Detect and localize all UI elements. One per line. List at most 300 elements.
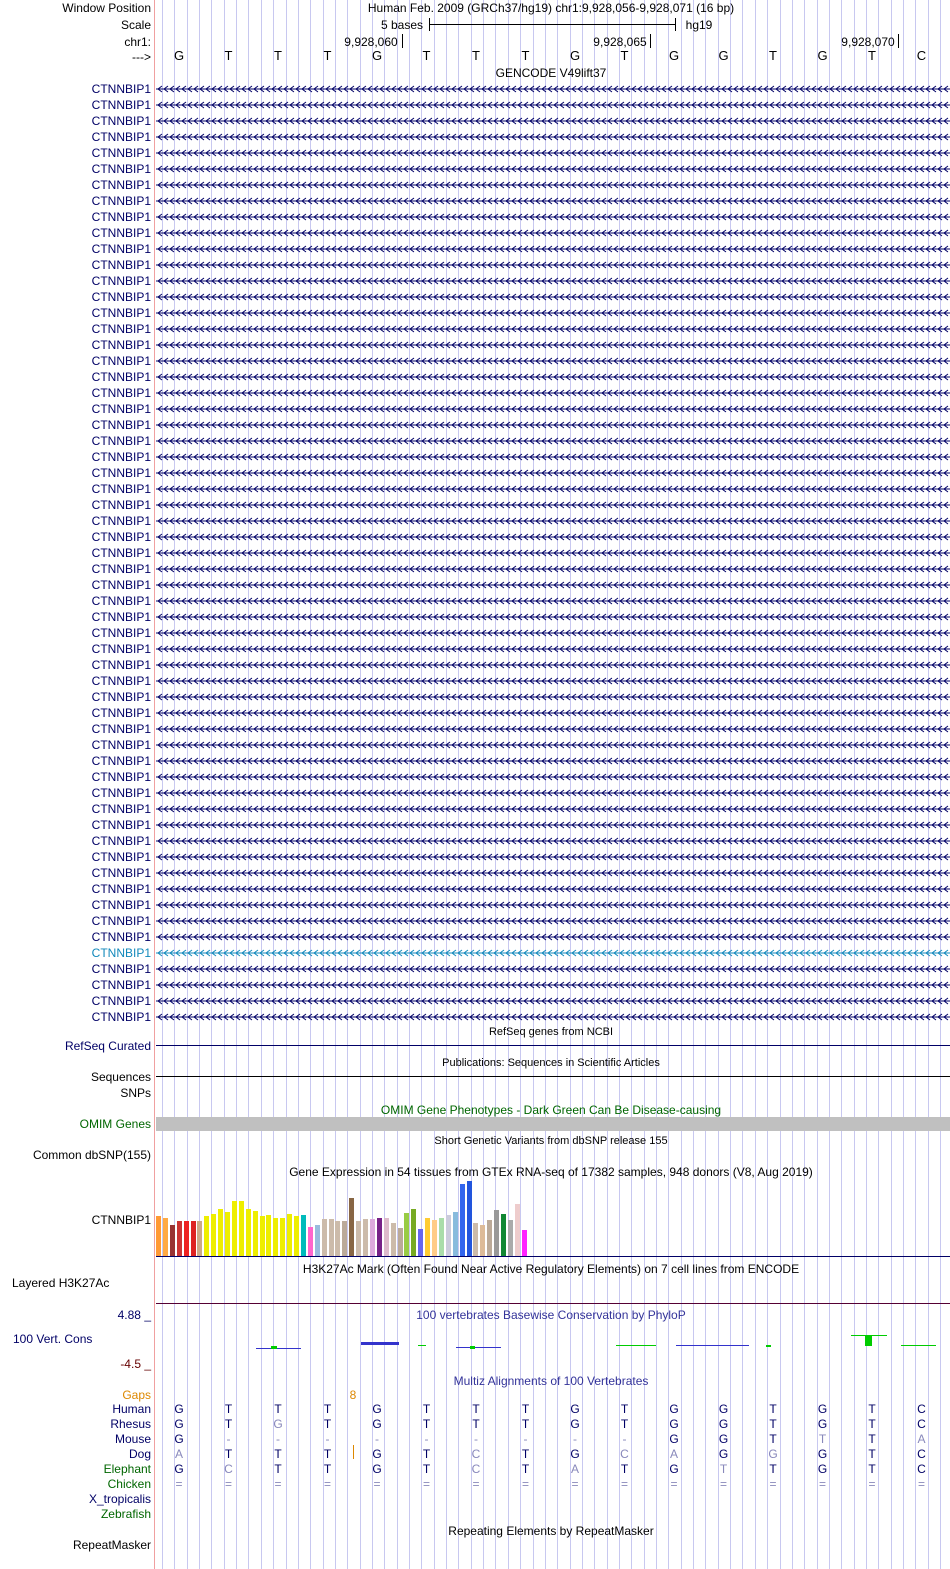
gtex-tissue-bar[interactable] — [218, 1209, 223, 1256]
publications-line[interactable] — [156, 1076, 950, 1077]
gencode-transcript-label[interactable]: CTNNBIP1 — [91, 338, 151, 352]
gtex-tissue-bar[interactable] — [460, 1184, 465, 1256]
alignment-base: G — [570, 1417, 580, 1431]
gtex-bar-chart[interactable] — [156, 1181, 950, 1256]
gencode-transcript-label[interactable]: CTNNBIP1 — [91, 594, 151, 608]
alignment-base: G — [570, 1447, 580, 1461]
sequence-base: T — [472, 48, 480, 63]
gtex-tissue-bar[interactable] — [398, 1228, 403, 1256]
gencode-transcript-intron[interactable] — [156, 213, 950, 221]
gencode-title: GENCODE V49lift37 — [495, 66, 607, 80]
alignment-base: A — [669, 1447, 679, 1461]
gencode-transcript-intron[interactable] — [156, 405, 950, 413]
gencode-transcript-label[interactable]: CTNNBIP1 — [91, 466, 151, 480]
gtex-tissue-bar[interactable] — [404, 1213, 409, 1256]
publications-title: Publications: Sequences in Scientific Articles — [442, 1057, 660, 1069]
gencode-transcript-intron[interactable] — [156, 645, 950, 653]
gencode-transcript-label[interactable]: CTNNBIP1 — [91, 450, 151, 464]
gtex-tissue-bar[interactable] — [391, 1223, 396, 1256]
phylop-min-label: -4.5 _ — [120, 1357, 151, 1371]
gencode-transcript-intron[interactable] — [156, 629, 950, 637]
sequence-base: T — [274, 48, 282, 63]
gtex-tissue-bar[interactable] — [370, 1219, 375, 1256]
gtex-tissue-bar[interactable] — [266, 1215, 271, 1256]
gtex-tissue-bar[interactable] — [280, 1218, 285, 1256]
gencode-transcript-intron[interactable] — [156, 549, 950, 557]
gencode-transcript-label[interactable]: CTNNBIP1 — [91, 482, 151, 496]
alignment-base: = — [323, 1477, 332, 1491]
alignment-base: T — [620, 1402, 629, 1416]
gencode-transcript-intron[interactable] — [156, 229, 950, 237]
sequence-base: T — [224, 48, 233, 63]
gtex-tissue-bar[interactable] — [301, 1215, 306, 1256]
gencode-transcript-label[interactable]: CTNNBIP1 — [91, 178, 151, 192]
gtex-tissue-bar[interactable] — [432, 1220, 437, 1256]
gencode-transcript-intron[interactable] — [156, 149, 950, 157]
alignment-base: - — [375, 1432, 379, 1446]
track-labels-column — [0, 0, 155, 1569]
gencode-transcript-label[interactable]: CTNNBIP1 — [91, 146, 151, 160]
alignment-base: = — [818, 1477, 827, 1491]
gencode-transcript-label[interactable]: CTNNBIP1 — [91, 226, 151, 240]
dbsnp-label[interactable]: Common dbSNP(155) — [32, 1148, 151, 1162]
gencode-transcript-intron[interactable] — [156, 341, 950, 349]
gtex-gene-label[interactable]: CTNNBIP1 — [91, 1213, 151, 1227]
phylop-max-label: 4.88 _ — [117, 1308, 151, 1322]
gencode-transcript-intron[interactable] — [156, 805, 950, 813]
gencode-transcript-label[interactable]: CTNNBIP1 — [91, 194, 151, 208]
gencode-transcript-label[interactable]: CTNNBIP1 — [91, 626, 151, 640]
gtex-tissue-bar[interactable] — [273, 1218, 278, 1256]
alignment-base: T — [620, 1462, 629, 1476]
gencode-transcript-label[interactable]: CTNNBIP1 — [91, 802, 151, 816]
gencode-transcript-label[interactable]: CTNNBIP1 — [91, 242, 151, 256]
gtex-tissue-bar[interactable] — [349, 1198, 354, 1256]
gencode-transcript-label[interactable]: CTNNBIP1 — [91, 546, 151, 560]
gencode-transcript-label[interactable]: CTNNBIP1 — [91, 786, 151, 800]
gencode-transcript-label[interactable]: CTNNBIP1 — [91, 882, 151, 896]
gencode-transcript-label[interactable]: CTNNBIP1 — [91, 434, 151, 448]
gencode-transcript-label[interactable]: CTNNBIP1 — [91, 642, 151, 656]
alignment-base: T — [422, 1417, 431, 1431]
gencode-transcript-label[interactable]: CTNNBIP1 — [91, 610, 151, 624]
gencode-transcript-label[interactable]: CTNNBIP1 — [91, 386, 151, 400]
gencode-transcript-intron[interactable] — [156, 165, 950, 173]
alignment-base: G — [570, 1402, 580, 1416]
species-label: Human — [112, 1402, 151, 1416]
gtex-tissue-bar[interactable] — [177, 1221, 182, 1256]
gtex-tissue-bar[interactable] — [522, 1230, 527, 1256]
alignment-base: = — [670, 1477, 678, 1491]
gencode-transcript-intron[interactable] — [156, 773, 950, 781]
gencode-transcript-intron[interactable] — [156, 693, 950, 701]
gencode-transcript-label[interactable]: CTNNBIP1 — [91, 962, 151, 976]
gtex-tissue-bar[interactable] — [308, 1227, 313, 1256]
gencode-transcript-label[interactable]: CTNNBIP1 — [91, 418, 151, 432]
alignment-base: T — [868, 1447, 876, 1461]
scale-label: Scale — [120, 18, 151, 32]
gencode-transcript-intron[interactable] — [156, 981, 950, 989]
gtex-tissue-bar[interactable] — [508, 1220, 513, 1256]
gtex-tissue-bar[interactable] — [501, 1214, 506, 1256]
gtex-tissue-bar[interactable] — [335, 1221, 340, 1256]
alignment-base: = — [175, 1477, 183, 1491]
gencode-transcript-label[interactable]: CTNNBIP1 — [91, 978, 151, 992]
gtex-tissue-bar[interactable] — [329, 1219, 334, 1256]
gtex-tissue-bar[interactable] — [363, 1219, 368, 1256]
species-label: X_tropicalis — [88, 1492, 151, 1506]
alignment-base: T — [521, 1402, 530, 1416]
gencode-transcript-intron[interactable] — [156, 469, 950, 477]
tick-label-1: 9,928,060 — [344, 35, 398, 49]
gtex-tissue-bar[interactable] — [315, 1225, 320, 1256]
gencode-transcript-intron[interactable] — [156, 133, 950, 141]
alignment-base: T — [521, 1447, 530, 1461]
gencode-transcript-intron[interactable] — [156, 581, 950, 589]
alignment-base: T — [323, 1402, 332, 1416]
alignment-base: C — [224, 1462, 233, 1476]
alignment-base: - — [325, 1432, 330, 1446]
gencode-transcript-label[interactable]: CTNNBIP1 — [91, 722, 151, 736]
alignment-base: - — [474, 1432, 478, 1446]
gencode-transcript-label[interactable]: CTNNBIP1 — [91, 898, 151, 912]
gtex-tissue-bar[interactable] — [239, 1201, 244, 1256]
alignment-base: G — [372, 1417, 382, 1431]
gtex-tissue-bar[interactable] — [439, 1218, 444, 1256]
sequence-base: T — [422, 48, 431, 63]
alignment-base: C — [471, 1447, 481, 1461]
gencode-transcript-intron[interactable] — [156, 101, 950, 109]
strand-label: ---> — [132, 50, 151, 64]
gtex-tissue-bar[interactable] — [467, 1181, 472, 1256]
alignment-base: G — [174, 1417, 184, 1431]
gtex-tissue-bar[interactable] — [197, 1221, 202, 1256]
gencode-transcript-intron[interactable] — [156, 485, 950, 493]
gtex-tissue-bar[interactable] — [287, 1214, 292, 1256]
gtex-tissue-bar[interactable] — [232, 1201, 237, 1256]
gencode-transcript-intron[interactable] — [156, 901, 950, 909]
gencode-transcript-intron[interactable] — [156, 245, 950, 253]
phylop-title: 100 vertebrates Basewise Conservation by PhyloP — [416, 1308, 686, 1322]
alignment-base: T — [224, 1447, 233, 1461]
sequence-base: T — [521, 48, 530, 63]
alignment-base: T — [868, 1402, 876, 1416]
gencode-transcript-intron[interactable] — [156, 661, 950, 669]
gencode-transcript-label[interactable]: CTNNBIP1 — [91, 370, 151, 384]
gencode-transcript-label[interactable]: CTNNBIP1 — [91, 274, 151, 288]
refseq-gene-line[interactable] — [156, 1045, 950, 1046]
alignment-base: = — [620, 1477, 629, 1491]
gtex-tissue-bar[interactable] — [204, 1216, 209, 1256]
gencode-transcript-intron[interactable] — [156, 853, 950, 861]
alignment-base: G — [669, 1402, 679, 1416]
alignment-base: - — [622, 1432, 627, 1446]
gencode-transcript-intron[interactable] — [156, 869, 950, 877]
gencode-transcript-label[interactable]: CTNNBIP1 — [91, 914, 151, 928]
alignment-base: C — [471, 1462, 481, 1476]
gencode-transcript-intron[interactable] — [156, 277, 950, 285]
alignment-base: G — [174, 1432, 184, 1446]
repeatmasker-label[interactable]: RepeatMasker — [72, 1538, 151, 1552]
species-label: Rhesus — [110, 1417, 151, 1431]
omim-feature[interactable] — [156, 1117, 950, 1131]
alignment-base: = — [917, 1477, 926, 1491]
gtex-tissue-bar[interactable] — [246, 1209, 251, 1256]
sequence-base: T — [323, 48, 332, 63]
gencode-transcript-label[interactable]: CTNNBIP1 — [91, 354, 151, 368]
gencode-transcript-intron[interactable] — [156, 117, 950, 125]
multiz-title: Multiz Alignments of 100 Vertebrates — [453, 1374, 649, 1388]
gtex-tissue-bar[interactable] — [294, 1216, 299, 1256]
phylop-label[interactable]: 100 Vert. Cons — [13, 1332, 93, 1346]
omim-label[interactable]: OMIM Genes — [79, 1117, 151, 1131]
alignment-base: T — [521, 1417, 530, 1431]
alignment-base: T — [274, 1462, 282, 1476]
track-area[interactable] — [156, 0, 950, 1569]
alignment-base: T — [472, 1417, 480, 1431]
alignment-base: C — [917, 1417, 926, 1431]
gtex-tissue-bar[interactable] — [191, 1221, 196, 1256]
sequence-base: G — [668, 48, 680, 63]
gtex-tissue-bar[interactable] — [515, 1204, 520, 1256]
gencode-transcript-intron[interactable] — [156, 517, 950, 525]
gtex-tissue-bar[interactable] — [253, 1211, 258, 1256]
gtex-tissue-bar[interactable] — [156, 1216, 161, 1256]
species-label: Chicken — [107, 1477, 151, 1491]
gtex-tissue-bar[interactable] — [163, 1218, 168, 1256]
gencode-transcript-label[interactable]: CTNNBIP1 — [91, 770, 151, 784]
gencode-transcript-label[interactable]: CTNNBIP1 — [91, 690, 151, 704]
alignment-base: G — [273, 1417, 283, 1431]
gtex-tissue-bar[interactable] — [453, 1212, 458, 1256]
gtex-tissue-bar[interactable] — [356, 1221, 361, 1256]
gtex-baseline — [156, 1256, 950, 1257]
alignment-base: - — [226, 1432, 231, 1446]
species-label: Elephant — [103, 1462, 151, 1476]
gencode-transcript-intron[interactable] — [156, 613, 950, 621]
gencode-transcript-intron[interactable] — [156, 837, 950, 845]
gencode-transcript-intron[interactable] — [156, 789, 950, 797]
tick-mark-2 — [650, 34, 651, 48]
gencode-transcript-label[interactable]: CTNNBIP1 — [91, 162, 151, 176]
gencode-transcript-label[interactable]: CTNNBIP1 — [91, 210, 151, 224]
alignment-base: G — [669, 1462, 679, 1476]
gencode-transcript-intron[interactable] — [156, 357, 950, 365]
window-position-label: Window Position — [62, 1, 151, 15]
gencode-transcript-label[interactable]: CTNNBIP1 — [91, 578, 151, 592]
gtex-tissue-bar[interactable] — [377, 1218, 382, 1256]
alignment-base: T — [224, 1402, 233, 1416]
gencode-transcript-intron[interactable] — [156, 197, 950, 205]
alignment-base: A — [917, 1432, 926, 1446]
alignment-base: = — [868, 1477, 876, 1491]
gencode-transcript-label[interactable]: CTNNBIP1 — [91, 706, 151, 720]
gencode-transcript-intron[interactable] — [156, 565, 950, 573]
gencode-transcript-label[interactable]: CTNNBIP1 — [91, 98, 151, 112]
refseq-title: RefSeq genes from NCBI — [488, 1026, 614, 1038]
gencode-transcript-label[interactable]: CTNNBIP1 — [91, 674, 151, 688]
gencode-transcript-label[interactable]: CTNNBIP1 — [91, 946, 151, 960]
gencode-transcript-intron[interactable] — [156, 261, 950, 269]
gencode-transcript-intron[interactable] — [156, 533, 950, 541]
gtex-tissue-bar[interactable] — [260, 1216, 265, 1256]
gencode-transcript-intron[interactable] — [156, 965, 950, 973]
gencode-transcript-label[interactable]: CTNNBIP1 — [91, 658, 151, 672]
alignment-base: T — [274, 1402, 282, 1416]
gap-marker — [353, 1445, 354, 1459]
h3k27ac-title: H3K27Ac Mark (Often Found Near Active Regulatory Elements) on 7 cell lines from ENCODE — [302, 1262, 800, 1276]
sequence-base: G — [371, 48, 383, 63]
gtex-tissue-bar[interactable] — [211, 1214, 216, 1256]
scale-bar — [429, 24, 675, 25]
alignment-base: G — [718, 1402, 729, 1416]
alignment-base: G — [718, 1447, 729, 1461]
gencode-transcript-label[interactable]: CTNNBIP1 — [91, 306, 151, 320]
gencode-transcript-label[interactable]: CTNNBIP1 — [91, 530, 151, 544]
species-label: Zebrafish — [100, 1507, 151, 1521]
gencode-transcript-label[interactable]: CTNNBIP1 — [91, 1010, 151, 1024]
gencode-transcript-intron[interactable] — [156, 821, 950, 829]
alignment-base: - — [276, 1432, 280, 1446]
alignment-base: G — [817, 1447, 828, 1461]
alignment-base: T — [422, 1447, 431, 1461]
tick-mark-3 — [898, 34, 899, 48]
h3k27ac-baseline — [156, 1303, 950, 1304]
gencode-transcript-label[interactable]: CTNNBIP1 — [91, 930, 151, 944]
gencode-transcript-label[interactable]: CTNNBIP1 — [91, 866, 151, 880]
gencode-transcript-label[interactable]: CTNNBIP1 — [91, 738, 151, 752]
gtex-tissue-bar[interactable] — [322, 1219, 327, 1256]
alignment-base: G — [669, 1417, 679, 1431]
alignment-base: T — [323, 1417, 332, 1431]
repeatmasker-title: Repeating Elements by RepeatMasker — [448, 1524, 654, 1538]
scale-bar-start — [429, 18, 430, 31]
gencode-transcript-label[interactable]: CTNNBIP1 — [91, 994, 151, 1008]
gtex-tissue-bar[interactable] — [418, 1229, 423, 1256]
sequence-base: G — [569, 48, 581, 63]
gencode-transcript-label[interactable]: CTNNBIP1 — [91, 754, 151, 768]
gencode-transcript-label[interactable]: CTNNBIP1 — [91, 82, 151, 96]
gtex-tissue-bar[interactable] — [473, 1223, 478, 1256]
gtex-tissue-bar[interactable] — [384, 1218, 389, 1256]
gencode-transcript-intron[interactable] — [156, 949, 950, 957]
publications-label[interactable]: Sequences — [90, 1070, 151, 1084]
gencode-transcript-label[interactable]: CTNNBIP1 — [91, 818, 151, 832]
alignment-base: T — [620, 1417, 629, 1431]
gtex-tissue-bar[interactable] — [446, 1215, 451, 1256]
dbsnp-title: Short Genetic Variants from dbSNP release 155 — [434, 1135, 668, 1147]
gencode-transcript-intron[interactable] — [156, 437, 950, 445]
gencode-transcript-label[interactable]: CTNNBIP1 — [91, 114, 151, 128]
gtex-tissue-bar[interactable] — [225, 1212, 230, 1256]
gencode-transcript-label[interactable]: CTNNBIP1 — [91, 834, 151, 848]
gencode-transcript-intron[interactable] — [156, 373, 950, 381]
gencode-transcript-intron[interactable] — [156, 181, 950, 189]
gtex-tissue-bar[interactable] — [425, 1218, 430, 1256]
gtex-tissue-bar[interactable] — [184, 1221, 189, 1256]
alignment-base: C — [917, 1462, 926, 1476]
alignment-base: T — [323, 1462, 332, 1476]
gtex-tissue-bar[interactable] — [494, 1210, 499, 1256]
phylop-wiggle[interactable] — [156, 1325, 950, 1365]
gencode-transcript-label[interactable]: CTNNBIP1 — [91, 514, 151, 528]
assembly-title: Human Feb. 2009 (GRCh37/hg19) chr1:9,928,056-9,928,071 (16 bp) — [367, 1, 735, 15]
gtex-tissue-bar[interactable] — [487, 1220, 492, 1256]
gtex-tissue-bar[interactable] — [342, 1221, 347, 1256]
alignment-base: G — [718, 1432, 729, 1446]
alignment-base: T — [422, 1462, 431, 1476]
tick-label-2: 9,928,065 — [593, 35, 647, 49]
gencode-transcript-intron[interactable] — [156, 501, 950, 509]
gencode-transcript-label[interactable]: CTNNBIP1 — [91, 258, 151, 272]
gencode-transcript-intron[interactable] — [156, 85, 950, 93]
gencode-transcript-intron[interactable] — [156, 757, 950, 765]
alignment-base: T — [868, 1417, 876, 1431]
alignment-base: - — [573, 1432, 577, 1446]
omim-title: OMIM Gene Phenotypes - Dark Green Can Be Disease-causing — [380, 1103, 722, 1117]
gtex-tissue-bar[interactable] — [170, 1225, 175, 1256]
snps-label[interactable]: SNPs — [120, 1086, 151, 1100]
alignment-base: G — [372, 1402, 382, 1416]
gencode-transcript-label[interactable]: CTNNBIP1 — [91, 290, 151, 304]
gaps-label: Gaps — [122, 1388, 151, 1402]
gencode-transcript-intron[interactable] — [156, 1013, 950, 1021]
gencode-transcript-intron[interactable] — [156, 725, 950, 733]
gencode-transcript-intron[interactable] — [156, 325, 950, 333]
gap-count: 8 — [349, 1388, 357, 1402]
gencode-transcript-intron[interactable] — [156, 389, 950, 397]
gencode-transcript-label[interactable]: CTNNBIP1 — [91, 130, 151, 144]
gencode-transcript-intron[interactable] — [156, 597, 950, 605]
alignment-base: C — [917, 1402, 926, 1416]
gencode-transcript-intron[interactable] — [156, 741, 950, 749]
alignment-base: = — [224, 1477, 233, 1491]
gencode-transcript-label[interactable]: CTNNBIP1 — [91, 498, 151, 512]
alignment-base: = — [521, 1477, 530, 1491]
gencode-transcript-label[interactable]: CTNNBIP1 — [91, 402, 151, 416]
gtex-tissue-bar[interactable] — [480, 1225, 485, 1256]
gencode-transcript-intron[interactable] — [156, 709, 950, 717]
gencode-transcript-intron[interactable] — [156, 293, 950, 301]
tick-label-3: 9,928,070 — [841, 35, 895, 49]
alignment-base: G — [174, 1462, 184, 1476]
gencode-transcript-intron[interactable] — [156, 997, 950, 1005]
gencode-transcript-intron[interactable] — [156, 309, 950, 317]
alignment-base: T — [274, 1447, 282, 1461]
gencode-transcript-intron[interactable] — [156, 917, 950, 925]
gencode-transcript-intron[interactable] — [156, 421, 950, 429]
alignment-base: G — [817, 1462, 828, 1476]
alignment-base: = — [422, 1477, 431, 1491]
species-label: Mouse — [114, 1432, 151, 1446]
gencode-transcript-label[interactable]: CTNNBIP1 — [91, 850, 151, 864]
gencode-transcript-intron[interactable] — [156, 453, 950, 461]
alignment-base: T — [769, 1417, 777, 1431]
alignment-base: T — [521, 1462, 530, 1476]
sequence-base: T — [620, 48, 629, 63]
refseq-label[interactable]: RefSeq Curated — [64, 1039, 151, 1053]
gencode-transcript-label[interactable]: CTNNBIP1 — [91, 562, 151, 576]
gencode-transcript-label[interactable]: CTNNBIP1 — [91, 322, 151, 336]
gencode-transcript-intron[interactable] — [156, 885, 950, 893]
alignment-base: G — [174, 1402, 184, 1416]
gencode-transcript-intron[interactable] — [156, 677, 950, 685]
h3k27ac-label[interactable]: Layered H3K27Ac — [12, 1276, 110, 1290]
gtex-tissue-bar[interactable] — [411, 1209, 416, 1256]
alignment-base: T — [868, 1432, 876, 1446]
sequence-base: T — [868, 48, 876, 63]
gencode-transcript-intron[interactable] — [156, 933, 950, 941]
